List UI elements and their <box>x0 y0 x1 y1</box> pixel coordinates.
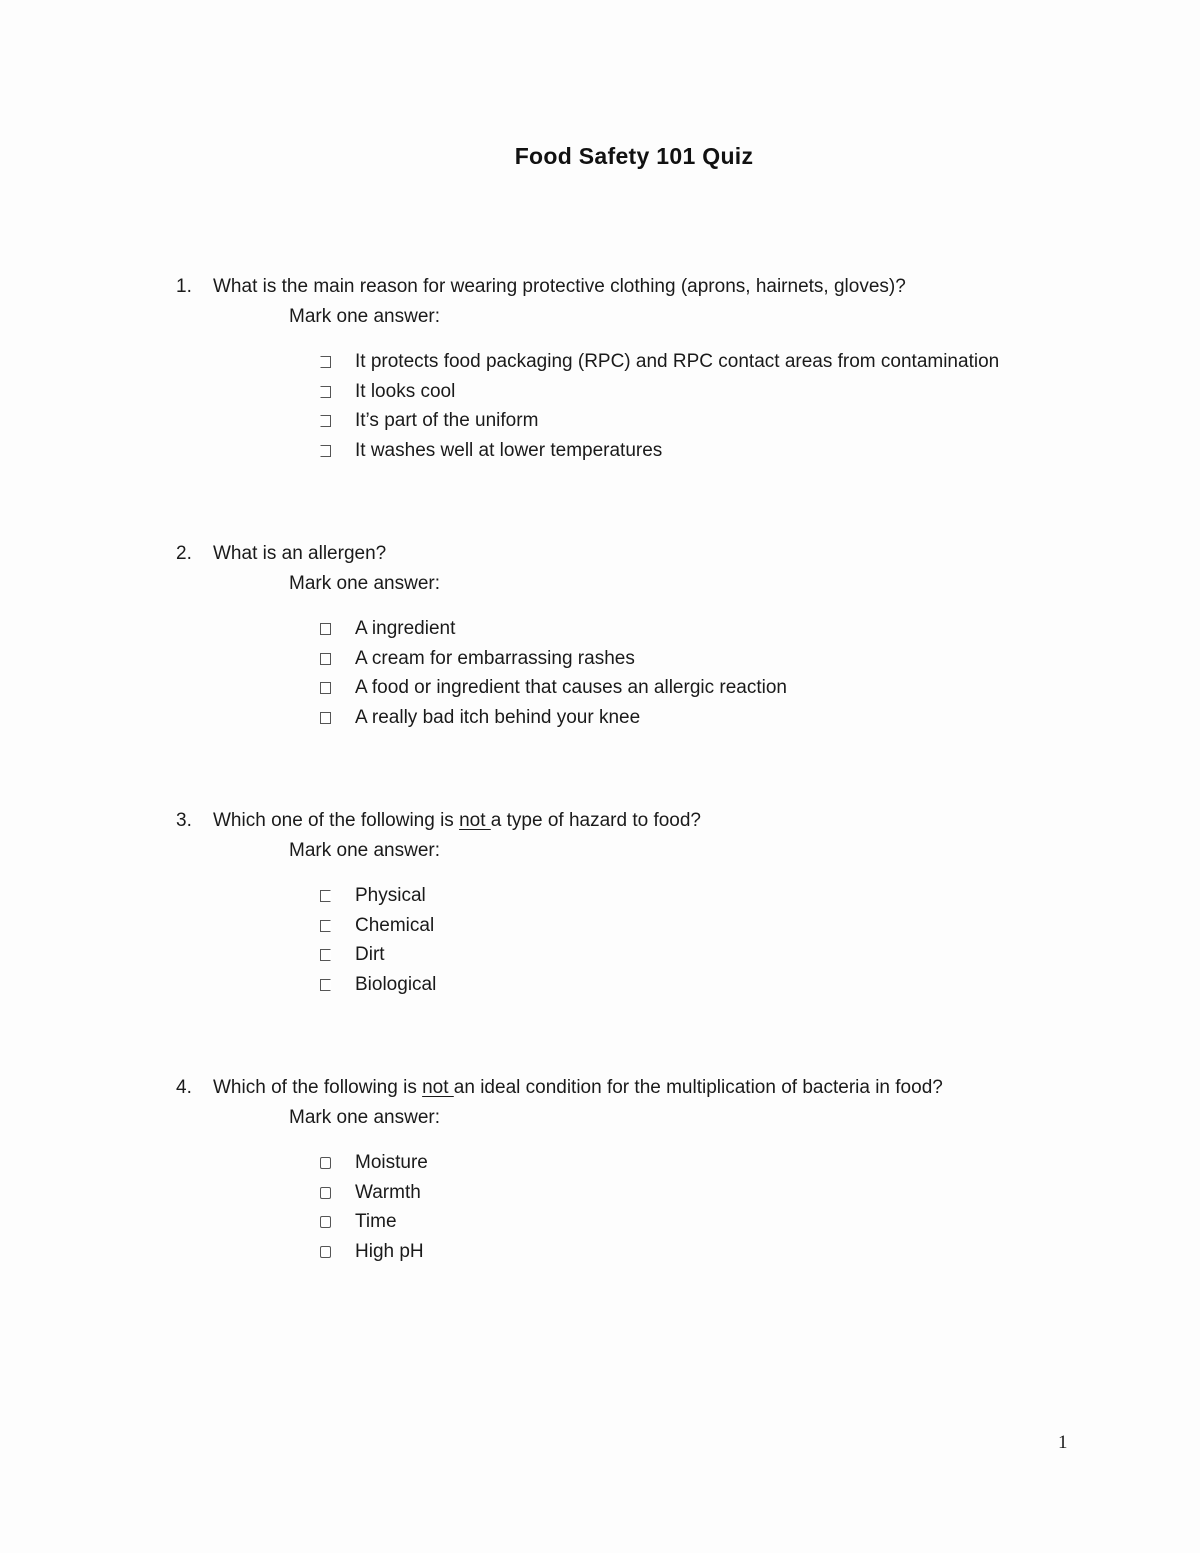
question-text: Which of the following is not an ideal condition for the multiplication of bacteria in food? <box>213 1077 943 1098</box>
checkbox-icon[interactable] <box>320 1246 331 1258</box>
option-label: It looks cool <box>355 380 456 402</box>
option-label: Time <box>355 1211 397 1233</box>
question-number: 3. <box>176 810 192 831</box>
checkbox-icon[interactable] <box>320 623 331 635</box>
question-text: What is an allergen? <box>213 543 387 564</box>
option-label: Biological <box>355 974 437 996</box>
checkbox-icon[interactable] <box>320 920 331 932</box>
page-title: Food Safety 101 Quiz <box>514 143 754 169</box>
question-number: 1. <box>176 276 192 297</box>
checkbox-icon[interactable] <box>320 415 331 427</box>
checkbox-icon[interactable] <box>320 356 331 368</box>
option-label: Chemical <box>355 914 435 936</box>
question-3 <box>176 807 1136 996</box>
checkbox-icon[interactable] <box>320 1187 331 1199</box>
question-line <box>176 273 1136 301</box>
question-line <box>176 1074 1136 1102</box>
question-number: 2. <box>176 543 192 564</box>
option-label: A cream for embarrassing rashes <box>355 647 635 669</box>
question-2 <box>176 540 1136 729</box>
option-label: A really bad itch behind your knee <box>355 707 641 729</box>
checkbox-icon[interactable] <box>320 890 331 902</box>
option-label: It protects food packaging (RPC) and RPC contact areas from contamination <box>355 351 1000 372</box>
option-label: It washes well at lower temperatures <box>355 440 663 462</box>
option-label: Moisture <box>355 1152 428 1173</box>
option-label: Dirt <box>355 944 385 966</box>
option-label: High pH <box>355 1241 424 1263</box>
checkbox-icon[interactable] <box>320 682 331 694</box>
checkbox-icon[interactable] <box>320 1157 331 1169</box>
checkbox-icon[interactable] <box>320 445 331 457</box>
question-4 <box>176 1074 1136 1263</box>
page-number: 1 <box>1058 1432 1068 1453</box>
checkbox-icon[interactable] <box>320 1216 331 1228</box>
question-text: Which one of the following is not a type of hazard to food? <box>213 810 701 831</box>
checkbox-icon[interactable] <box>320 949 331 961</box>
checkbox-icon[interactable] <box>320 386 331 398</box>
question-line <box>176 540 1136 568</box>
option-label: A ingredient <box>355 618 456 639</box>
underlined-word: not <box>422 1077 454 1098</box>
mark-instruction: Mark one answer: <box>289 840 441 861</box>
checkbox-icon[interactable] <box>320 653 331 665</box>
mark-instruction: Mark one answer: <box>289 306 441 327</box>
question-text: What is the main reason for wearing protective clothing (aprons, hairnets, gloves)? <box>213 276 906 297</box>
question-number: 4. <box>176 1077 192 1098</box>
option-label: It’s part of the uniform <box>355 410 539 432</box>
checkbox-icon[interactable] <box>320 712 331 724</box>
mark-instruction: Mark one answer: <box>289 1107 441 1128</box>
option-label: Physical <box>355 885 426 906</box>
mark-instruction: Mark one answer: <box>289 573 441 594</box>
question-1 <box>176 273 1136 462</box>
option-label: Warmth <box>355 1181 421 1203</box>
question-line <box>176 807 1136 835</box>
checkbox-icon[interactable] <box>320 979 331 991</box>
underlined-word: not <box>459 810 491 831</box>
option-label: A food or ingredient that causes an allergic reaction <box>355 677 787 699</box>
